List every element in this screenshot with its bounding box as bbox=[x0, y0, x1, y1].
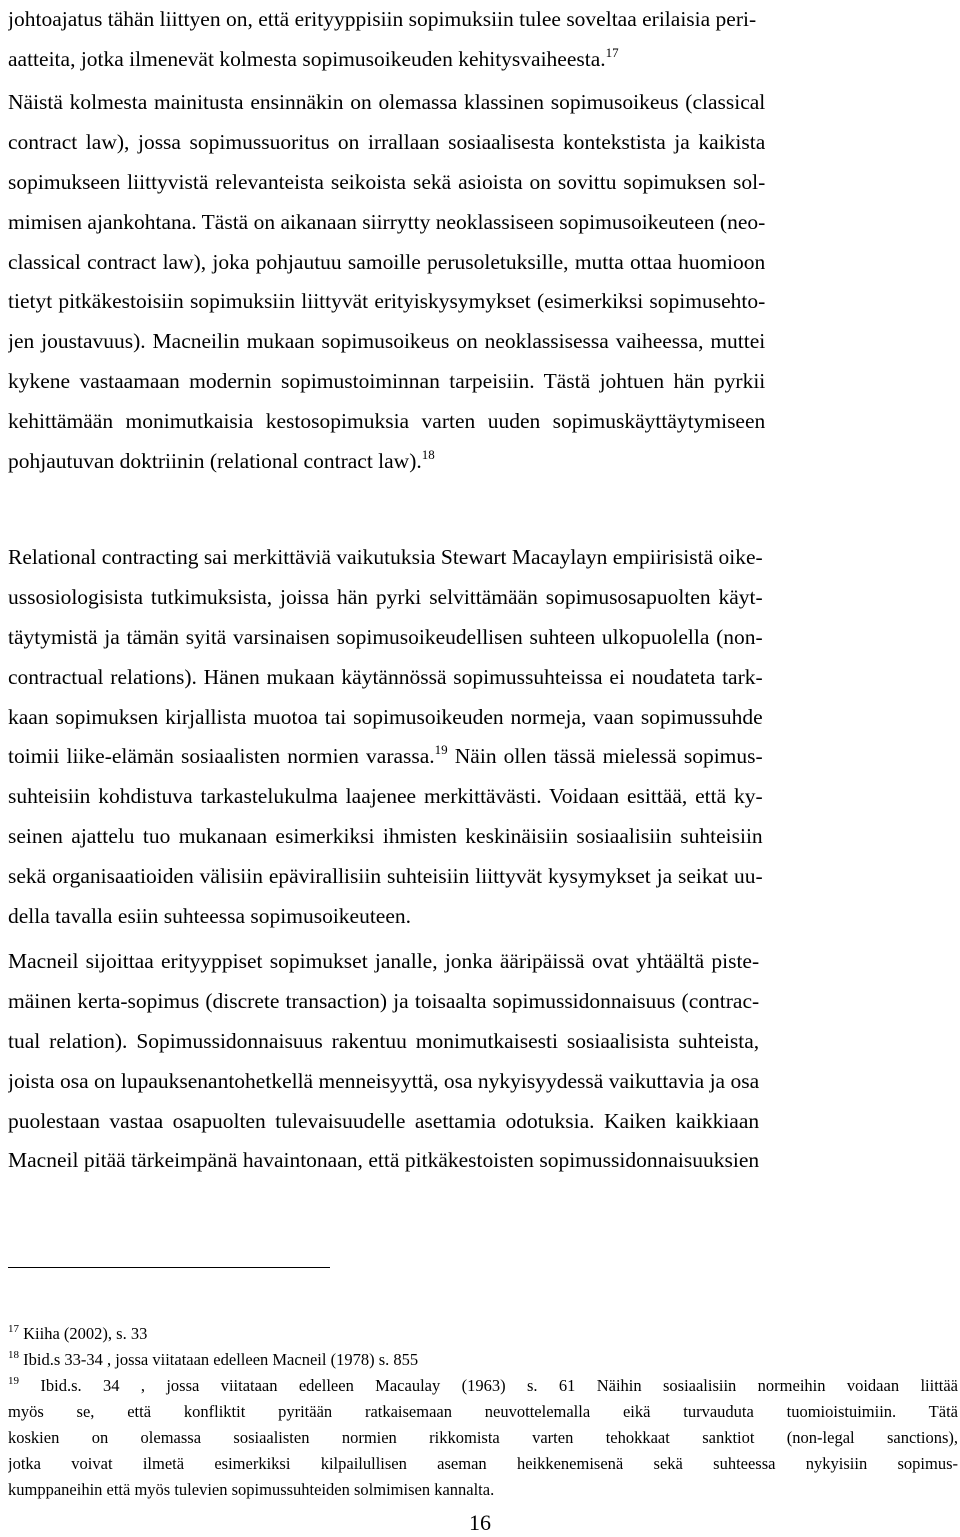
text-line: kykene vastaamaan modernin sopimustoiminnan tarpeisiin. Tästä johtuen hän pyrkii bbox=[8, 369, 766, 394]
footnote-line: koskien on olemassa sosiaalisten normien rikkomista varten tehokkaat sanktiot (non-legal sanctions), bbox=[8, 1428, 958, 1447]
line-text-continued: Näin ollen tässä mielessä sopimus- bbox=[447, 744, 763, 769]
footnote-text: Ibid.s 33-34 , jossa viitataan edelleen Macneil (1978) s. 855 bbox=[23, 1350, 419, 1369]
text-line: contract law), jossa sopimussuoritus on irrallaan sosiaalisesta kontekstista ja kaikista bbox=[8, 129, 766, 154]
footnote-number: 17 bbox=[8, 1323, 19, 1335]
text-line: tual relation). Sopimussidonnaisuus rakentuu monimutkaisesti sosiaalisista suhteista, bbox=[8, 1028, 760, 1053]
paragraph-2 bbox=[8, 83, 765, 482]
text-line: mäinen kerta-sopimus (discrete transaction) ja toisaalta sopimussidonnaisuus (contrac- bbox=[8, 988, 760, 1013]
page-number: 16 bbox=[469, 1510, 491, 1535]
text-line: mimisen ajankohtana. Tästä on aikanaan siirrytty neoklassiseen sopimusoikeuteen (neo- bbox=[8, 209, 766, 234]
text-line: kaan sopimuksen kirjallista muotoa tai sopimusoikeuden normeja, vaan sopimussuhde bbox=[8, 704, 763, 729]
text-line: joista osa on lupauksenantohetkellä menneisyyttä, osa nykyisyydessä vaikuttavia ja osa bbox=[8, 1068, 760, 1093]
text-line: classical contract law), joka pohjautuu samoille perusoletuksille, mutta ottaa huomioon bbox=[8, 249, 766, 274]
footnote-18 bbox=[8, 1347, 958, 1373]
text-line: Näistä kolmesta mainitusta ensinnäkin on olemassa klassinen sopimusoikeus (classical bbox=[8, 90, 766, 114]
footnote-ref-19[interactable]: 19 bbox=[434, 742, 448, 758]
text-line: Relational contracting sai merkittäviä vaikutuksia Stewart Macaylayn empiirisistä oike- bbox=[8, 545, 763, 569]
footnote-number: 18 bbox=[8, 1349, 19, 1361]
text-line bbox=[8, 40, 756, 80]
footnote-text: Ibid.s. 34 , jossa viitataan edelleen Macaulay (1963) s. 61 Näihin sosiaalisiin normeihin voidaan liittää bbox=[40, 1376, 958, 1395]
footnote-17 bbox=[8, 1321, 958, 1347]
footnote-line: myös se, että konfliktit pyritään ratkaisemaan neuvottelemalla eikä turvauduta tuomioistuimiin. Tätä bbox=[8, 1402, 958, 1421]
line-text: toimii liike-elämän sosiaalisten normien varassa. bbox=[8, 744, 435, 769]
paragraph-3 bbox=[8, 538, 763, 937]
text-line: jen joustavuus). Macneilin mukaan sopimusoikeus on neoklassisessa vaiheessa, muttei bbox=[8, 329, 766, 354]
text-line: della tavalla esiin suhteessa sopimusoikeuteen. bbox=[8, 904, 412, 929]
footnotes bbox=[8, 1321, 958, 1503]
text-line: Macneil pitää tärkeimpänä havaintonaan, että pitkäkestoisten sopimussidonnaisuuksien bbox=[8, 1148, 760, 1173]
footnote-line: jotka voivat ilmetä esimerkiksi kilpailullisen aseman heikkenemisenä sekä suhteessa nykyisiin sopimus- bbox=[8, 1454, 958, 1473]
text-line: täytymistä ja tämän syitä varsinaisen sopimusoikeudellisen suhteen ulkopuolella (non- bbox=[8, 624, 763, 649]
footnote-line: kumppaneihin että myös tulevien sopimussuhteiden solmimisen kannalta. bbox=[8, 1480, 495, 1499]
footnote-text: Kiiha (2002), s. 33 bbox=[23, 1324, 148, 1343]
footnote-19 bbox=[8, 1373, 958, 1399]
text-line: ussosiologisista tutkimuksista, joissa hän pyrki selvittämään sopimusosapuolten käyt- bbox=[8, 584, 763, 609]
text-line bbox=[8, 442, 765, 482]
paragraph-4 bbox=[8, 942, 759, 1181]
footnote-ref-17[interactable]: 17 bbox=[605, 44, 619, 60]
text-line: puolestaan vastaa osapuolten tulevaisuudelle asettamia odotuksia. Kaiken kaikkiaan bbox=[8, 1108, 760, 1133]
text-line: kehittämään monimutkaisia kestosopimuksia varten uuden sopimuskäyttäytymiseen bbox=[8, 409, 766, 434]
text-line bbox=[8, 737, 763, 777]
text-line: seinen ajattelu tuo mukanaan esimerkiksi ihmisten keskinäisiin sosiaalisiin suhteisiin bbox=[8, 824, 763, 849]
paragraph-1 bbox=[8, 0, 756, 80]
text-line: sekä organisaatioiden välisiin epävirallisiin suhteisiin liittyvät kysymykset ja seikat uu- bbox=[8, 864, 763, 889]
text-line: suhteisiin kohdistuva tarkastelukulma laajenee merkittävästi. Voidaan esittää, että ky- bbox=[8, 784, 763, 809]
text-line: contractual relations). Hänen mukaan käytännössä sopimussuhteissa ei noudateta tark- bbox=[8, 664, 763, 689]
footnote-number: 19 bbox=[8, 1375, 19, 1387]
line-text: pohjautuvan doktriinin (relational contract law). bbox=[8, 449, 422, 474]
footnote-separator bbox=[8, 1267, 330, 1268]
text-line: sopimukseen liittyvistä relevanteista seikoista sekä asioista on sovittu sopimuksen sol- bbox=[8, 169, 766, 194]
text-line: Macneil sijoittaa erityyppiset sopimukset janalle, jonka ääripäissä ovat yhtäältä piste- bbox=[8, 949, 760, 973]
footnote-ref-18[interactable]: 18 bbox=[421, 447, 435, 463]
text-line: tietyt pitkäkestoisiin sopimuksiin liittyvät erityiskysymykset (esimerkiksi sopimusehto- bbox=[8, 289, 766, 314]
line-text: aatteita, jotka ilmenevät kolmesta sopimusoikeuden kehitysvaiheesta. bbox=[8, 46, 606, 71]
text-line: johtoajatus tähän liittyen on, että erityyppisiin sopimuksiin tulee soveltaa erilaisia peri- bbox=[8, 7, 757, 31]
